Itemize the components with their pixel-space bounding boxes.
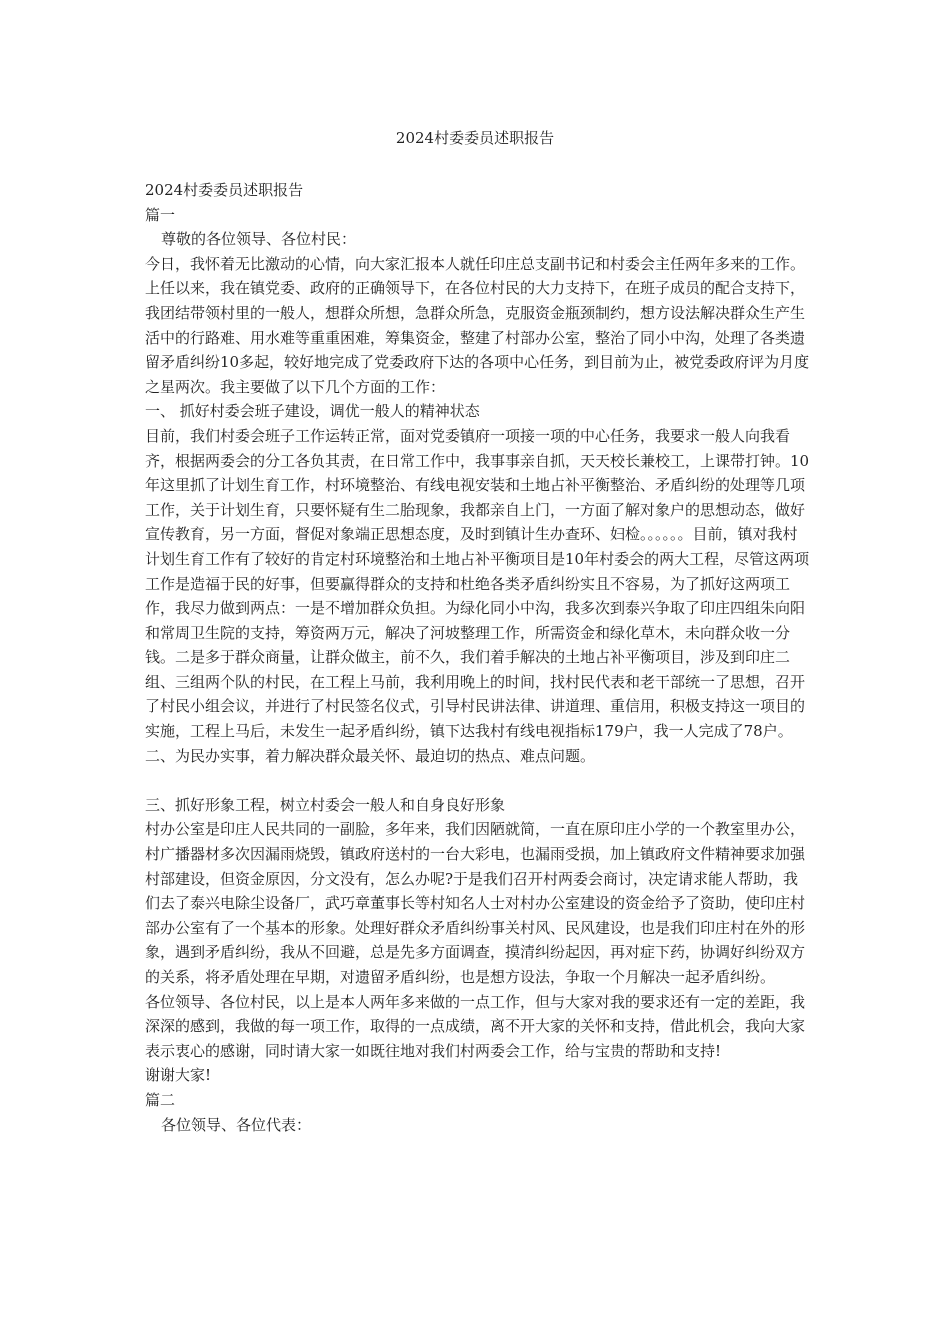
- section-heading-2: 二、为民办实事，着力解决群众最关怀、最迫切的热点、难点问题。: [145, 746, 596, 765]
- thanks-line: 谢谢大家!: [145, 1066, 212, 1085]
- salutation: 尊敬的各位领导、各位村民：: [161, 230, 357, 249]
- paragraph-intro: 今日，我怀着无比激动的心情，向大家汇报本人就任印庄总支副书记和村委会主任两年多来的工作。上任以来，我在镇党委、政府的正确领导下，在各位村民的大力支持下，在班子成员的配合支持下，我团结带领村里的一般人，想群众所想，急群众所急，克服资金瓶颈制约，想方设法解决群众生产生活中的行路难、用水难等重重困难，筹集资金，整建了村部办公室，整治了同小中沟，处理了各类遗留矛盾纠纷10多起，较好地完成了党委政府下达的各项中心任务，到目前为止，被党委政府评为月度之星两次。我主要做了以下几个方面的工作：: [145, 254, 810, 396]
- blank-line: [145, 768, 810, 793]
- paragraph-section-1: 目前，我们村委会班子工作运转正常，面对党委镇府一项接一项的中心任务，我要求一般人向我看齐，根据两委会的分工各负其责，在日常工作中，我事事亲自抓，天天校长兼校工，上课带打钟。10年这里抓了计划生育工作，村环境整治、有线电视安装和土地占补平衡整治、矛盾纠纷的处理等几项工作，关于计划生育，只要怀疑有生二胎现象，我都亲自上门，一方面了解对象户的思想动态，做好宣传教育，另一方面，督促对象端正思想态度，及时到镇计生办查环、妇检。。。。。。目前，镇对我村计划生育工作有了较好的肯定村环境整治和土地占补平衡项目是10年村委会的两大工程，尽管这两项工作是造福于民的好事，但要赢得群众的支持和杜绝各类矛盾纠纷实且不容易，为了抓好这两项工作，我尽力做到两点：一是不增加群众负担。为绿化同小中沟，我多次到泰兴争取了印庄四组朱向阳和常周卫生院的支持，筹资两万元，解决了河坡整理工作，所需资金和绿化草木，未向群众收一分钱。二是多于群众商量，让群众做主，前不久，我们着手解决的土地占补平衡项目，涉及到印庄二组、三组两个队的村民，在工程上马前，我利用晚上的时间，找村民代表和老干部统一了思想，召开了村民小组会议，并进行了村民签名仪式，引导村民讲法律、讲道理、重信用，积极支持这一项目的实施，工程上马后，未发生一起矛盾纠纷，镇下达我村有线电视指标179户，我一人完成了78户。: [145, 426, 810, 741]
- paragraph-closing: 各位领导、各位村民，以上是本人两年多来做的一点工作，但与大家对我的要求还有一定的差距，我深深的感到，我做的每一项工作，取得的一点成绩，离不开大家的关怀和支持，借此机会，我向大家表示衷心的感谢，同时请大家一如既往地对我们村两委会工作，给与宝贵的帮助和支持!: [145, 992, 806, 1060]
- document-body: [145, 178, 810, 1137]
- body-heading: 2024村委委员述职报告: [145, 181, 304, 199]
- section-heading-3: 三、抓好形象工程，树立村委会一般人和自身良好形象: [145, 795, 506, 814]
- salutation-part-two: 各位领导、各位代表：: [161, 1115, 312, 1134]
- section-heading-1: 一、 抓好村委会班子建设，调优一般人的精神状态: [145, 402, 480, 421]
- document-title: 2024村委委员述职报告: [395, 129, 555, 147]
- section-label-part-one: 篇一: [145, 205, 176, 224]
- paragraph-section-3: 村办公室是印庄人民共同的一副脸，多年来，我们因陋就简，一直在原印庄小学的一个教室里办公，村广播器材多次因漏雨烧毁，镇政府送村的一台大彩电，也漏雨受损，加上镇政府文件精神要求加强村部建设，但资金原因，分文没有，怎么办呢?于是我们召开村两委会商讨，决定请求能人帮助，我们去了泰兴电除尘设备厂，武巧章董事长等村知名人士对村办公室建设的资金给予了资助，使印庄村部办公室有了一个基本的形象。处理好群众矛盾纠纷事关村风、民风建设，也是我们印庄村在外的形象，遇到矛盾纠纷，我从不回避，总是先多方面调查，摸清纠纷起因，再对症下药，协调好纠纷双方的关系，将矛盾处理在早期，对遗留矛盾纠纷，也是想方设法，争取一个月解决一起矛盾纠纷。: [145, 820, 806, 986]
- section-label-part-two: 篇二: [145, 1090, 176, 1109]
